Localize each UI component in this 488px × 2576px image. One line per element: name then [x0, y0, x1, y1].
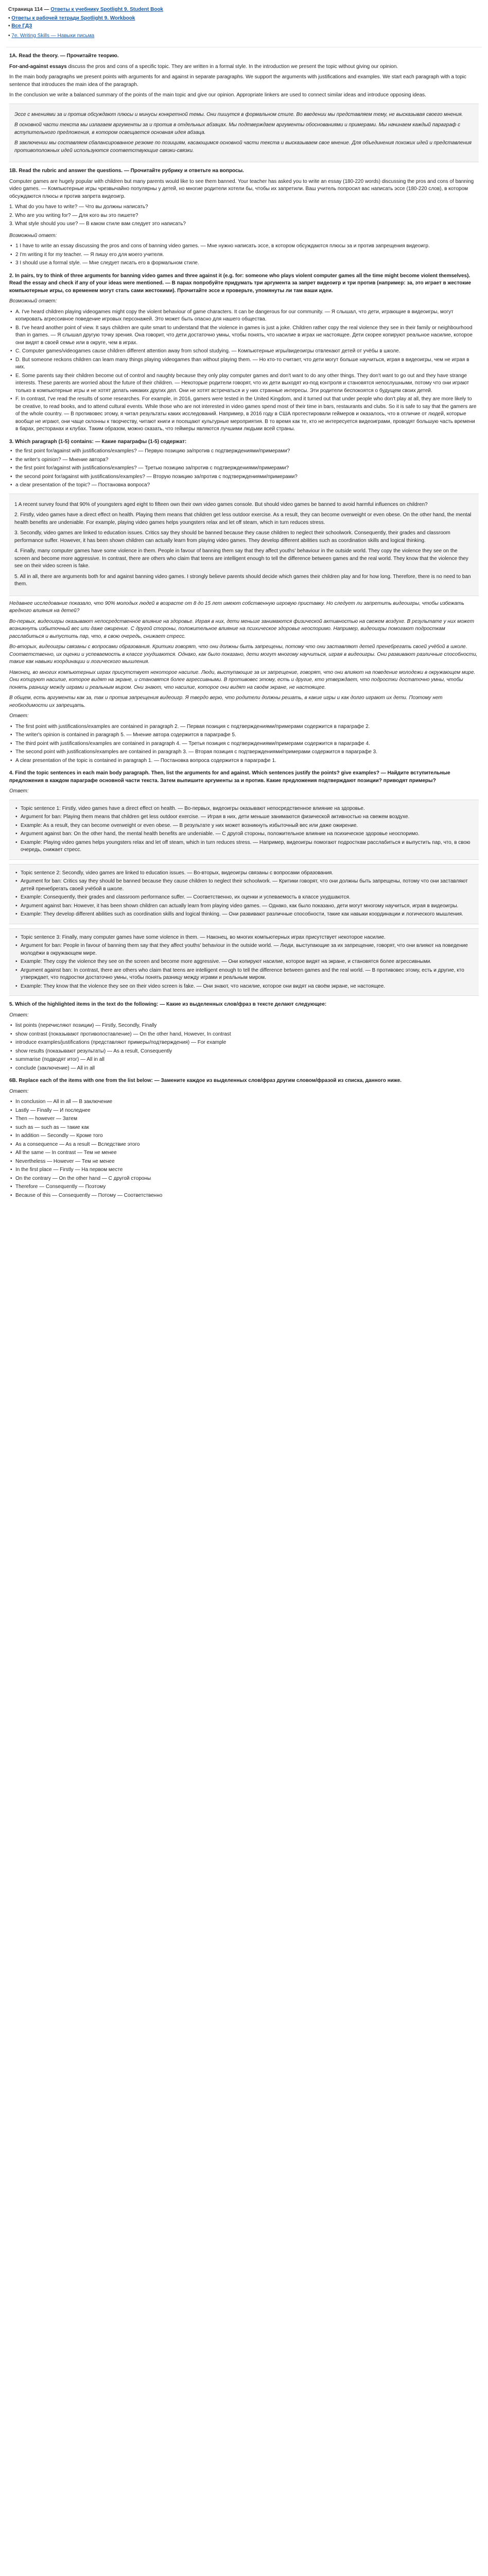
s5-item: • summarise (подводят итог) — All in all: [9, 1056, 479, 1064]
s1b-answer: • 3 I should use a formal style. — Мне следует писать его в формальном стиле.: [9, 260, 479, 267]
s3-essay-p: 4. Finally, many computer games have some violence in them. People in favour of banning them say that they affect youths' behaviour in the outside world. They copy the violence they see on the screen and become more aggressive. In contrast, there are others who claim that teens are intelligent enough to tell the difference between games and the real world. They know that the violence they see on their video screen is fake.: [14, 548, 468, 569]
s6-item: • In the first place — Firstly — На первом месте: [9, 1166, 479, 1174]
s1b-question: 1. What do you have to write? — Что вы должны написать?: [9, 204, 148, 210]
s4-group-3: [9, 928, 479, 996]
s1a-ru2: В основной части текста мы излагаем аргументы за и против в отдельных абзацах. Мы подтверждаем аргументы обоснованиями и примерами. Мы начинаем каждый параграф с вступительного предложения, в котором освещается основная идея абзаца.: [14, 122, 461, 135]
s2-items: [9, 309, 479, 433]
s3-item: • the first point for/against with justifications/examples? — Первую позицию за/против с подтверждениями/примерами?: [9, 448, 479, 455]
s3-answer-label: Ответ:: [9, 713, 29, 719]
nav-link-workbook[interactable]: Ответы к рабочей тетради Spotlight 9. Workbook: [11, 15, 135, 21]
s4-line: • Argument for ban: People in favour of banning them say that they affect youths' behaviour in the outside world. — Люди, выступающие за их запрещение, говорят, что они влияют на поведение молодёжи в окружающем мире.: [14, 942, 474, 957]
s1b-possible: Возможный ответ:: [9, 232, 57, 239]
s4-line: • Example: They copy the violence they see on the screen and become more aggressive. — Они копируют насилие, которое видят на экране, и становятся более агрессивными.: [14, 958, 474, 966]
section-2-title: 2. In pairs, try to think of three arguments for banning video games and three against it (e.g. for: someone who plays violent computer games all the time might become violent themselves). Read the essay and check if any of your ideas were mentioned. — В парах попробуйте придумать три аргумента за запрет видеоигр и три против (например: за, это играет в жестокие компьютерные игры, со временем могут стать сами жестокими). Прочитайте эссе и проверьте, упомянуты ли там ваши идеи.: [9, 273, 472, 294]
s2-item: • E. Some parents say their children become out of control and naughty because they only play computer games and don't want to do any other things. They don't want to go out and they have strange interests. These parents are worried about the future of their children. — Некоторые родители говорят, что их дети выходят из-под контроля и становятся непослушными, потому что они играют только в компьютерные игры и не хотят делать никаких других дел. Они не хотят встречаться и у них странные интересы. Эти родители беспокоятся о будущем своих детей.: [9, 372, 479, 395]
s4-line: • Example: Playing video games helps youngsters relax and let off steam, which in turn reduces stress. — Например, видеоигры помогают подросткам расслабиться и выпустить пар, что, в свою очередь, снижает стресс.: [14, 839, 474, 854]
s4-line: • Example: They develop different abilities such as coordination skills and logical thinking. — Они развивают различные способности, такие как навыки координации и логического мышления.: [14, 911, 474, 919]
s6-items: [9, 1098, 479, 1199]
s3-essay-p: 5. All in all, there are arguments both for and against banning video games. I strongly believe parents should decide which games their children play and for how long. Therefore, there is no need to ban them.: [14, 573, 471, 587]
s6-item: • In conclusion — All in all — В заключение: [9, 1098, 479, 1106]
s5-items: [9, 1022, 479, 1072]
s3-answer: • The writer's opinion is contained in paragraph 5. — Мнение автора содержится в параграфе 5.: [9, 732, 479, 739]
s4-line: • Example: Consequently, their grades and classroom performance suffer. — Соответственно, их оценки и успеваемость в классе ухудшаются.: [14, 894, 474, 902]
s4-line: • Topic sentence 2: Secondly, video games are linked to education issues. — Во-вторых, видеоигры связаны с вопросами образования.: [14, 870, 474, 877]
s2-item: • A. I've heard children playing videogames might copy the violent behaviour of game characters. It can be dangerous for our community. — Я слышал, что дети, играющие в видеоигры, могут копировать агрессивное поведение игровых персонажей. Это может быть опасно для нашего общества.: [9, 309, 479, 324]
s3-ru-p: Наконец, во многих компьютерных играх присутствует некоторое насилие. Люди, выступающие за их запрещение, говорят, что они влияют на поведение молодежи в окружающем мире. Они копируют насилие, которое видят на экране, и становятся более агрессивными. В противовес этому, есть и другие, кто утверждает, что подростки достаточно умны, чтобы понять разницу между играми и реальным миром. Они знают, что насилие, которое они видят на своём экране, не настоящее.: [9, 669, 476, 690]
nav-item: • Ответы к рабочей тетради Spotlight 9. Workbook: [8, 15, 135, 21]
s2-possible: Возможный ответ:: [9, 298, 57, 304]
s3-answer: • The first point with justifications/examples are contained in paragraph 2. — Первая позиция с подтверждениями/примерами содержится в параграфе 2.: [9, 723, 479, 731]
s3-item: • the writer's opinion? — Мнение автора?: [9, 456, 479, 464]
s1a-p1-bold: For-and-against essays: [9, 63, 67, 70]
nav-item: • Все ГДЗ: [8, 23, 32, 29]
s1a-p1: [9, 63, 479, 71]
s1a-ru3: В заключении мы составляем сбалансированное резюме по позициям, касающимся основной части текста и высказываем свое мнение. Для объединения похожих идей и представления противоположных идей используются соответствующие связки-связки.: [14, 140, 472, 154]
s4-line: • Argument for ban: Playing them means that children get less outdoor exercise. — Играя в них, дети меньше занимаются физической активностью на свежем воздухе.: [14, 814, 474, 821]
section-5-title: 5. Which of the highlighted items in the text do the following: — Какие из выделенных слов/фраз в тексте делают следующее:: [9, 1002, 327, 1007]
s3-essay-p: 1 A recent survey found that 90% of youngsters aged eight to fifteen own their own video games console. But should video games be banned to avoid harmful influences on children?: [14, 501, 428, 507]
s2-item: • F. In contrast, I've read the results of some researches. For example, in 2016, gamers were tested in the United Kingdom, and it turned out that under people who don't play at all, they are more likely to be creative, to read books, and to attend cultural events. While those who are not interested in video games spend most of their time in bars, restaurants and clubs. So it is safe to say that the gamers are of the whole country. — В противовес этому, я читал результаты каких исследований. Например, в 2016 году в США протестировали геймеров и оказалось, что в отличие от людей, которые вообще не играют, они чаще склонны к творчеству, читают книги и посещают культурные мероприятия. В то время как те, кто не интересуется видеоиграми, проводят большую часть времени в барах, ресторанах и клубах. Таким образом, можно сказать, что геймеры являются лучшими людьми всей страны.: [9, 396, 479, 433]
s6-item: • Nevertheless — However — Тем не менее: [9, 1158, 479, 1166]
page: [0, 0, 488, 1214]
section-1b-title: 1B. Read the rubric and answer the questions. — Прочитайте рубрику и ответьте на вопросы.: [9, 168, 244, 174]
s5-answer-label: Ответ:: [9, 1012, 29, 1018]
s3-item: • a clear presentation of the topic? — Постановка вопроса?: [9, 482, 479, 489]
s2-item: • C. Computer games/videogames cause children different attention away from school studying. — Компьютерные игры/видеоигры отвлекают детей от учёбы в школе.: [9, 348, 479, 355]
s6-item: • On the contrary — On the other hand — С другой стороны: [9, 1175, 479, 1183]
s6-item: • Because of this — Consequently — Потому — Соответственно: [9, 1192, 479, 1200]
s1b-questions: [9, 204, 479, 228]
page-label: Страница 114 —: [8, 7, 49, 12]
s5-item: • list points (перечисляют позиции) — Firstly, Secondly, Finally: [9, 1022, 479, 1030]
s3-item: • the second point for/against with justifications/examples? — Вторую позицию за/против с подтверждениями/примерами?: [9, 473, 479, 481]
module-line: • 7e. Writing Skills — Навыки письма: [8, 32, 95, 39]
s4-line: • Argument against ban: However, it has been shown children can actually learn from playing video games. — Однако, как было показано, дети могут многому научиться, играя в видеоигры.: [14, 903, 474, 910]
s3-essay: [9, 494, 479, 596]
s4-answer-label: Ответ:: [9, 788, 29, 794]
s3-answers: [9, 723, 479, 765]
s1b-answer: • 1 I have to write an essay discussing the pros and cons of banning video games. — Мне нужно написать эссе, в котором обсуждаются плюсы за и против запрещения видеоигр.: [9, 243, 479, 250]
section-1a-title: 1A. Read the theory. — Прочитайте теорию.: [9, 53, 119, 59]
s6-item: • All the same — In contrast — Тем не менее: [9, 1149, 479, 1157]
s1a-p1-text: discuss the pros and cons of a specific topic. They are written in a formal style. In the introduction we present the topic without giving our opinion.: [66, 63, 398, 70]
header: [6, 4, 482, 44]
s3-ru-p: Во-первых, видеоигры оказывают непосредственное влияние на здоровье. Играя в них, дети меньше занимаются физической активностью на свежем воздухе. В результате у них может возникнуть избыточный вес или даже ожирение. С другой стороны, положительное влияние на психическое здоровье неоспоримо. Например, видеоигры помогают подросткам расслабиться и выпустить пар, что, в свою очередь, снижает стресс.: [9, 618, 475, 639]
s3-ru-p: Во-вторых, видеоигры связаны с вопросами образования. Критики говорят, что они должны быть запрещены, потому что они заставляют детей пренебрегать своей учёбой в школе. Соответственно, их оценки и успеваемость в классе ухудшаются. Однако, как было показано, дети могут многому научиться, играя в видеоигры. Они развивают различные способности, такие как навыки координации и логического мышления.: [9, 644, 478, 665]
s1b-p1: Computer games are hugely popular with children but many parents would like to see them banned. Your teacher has asked you to write an essay (180-220 words) discussing the pros and cons of banning video games. — Компьютерные игры чрезвычайно популярны у детей, но многие родители хотели бы, чтобы их запретили. Ваш учитель попросил вас написать эссе (180-220 слов), в котором обсуждаются плюсы и против запрета видеоигр.: [9, 178, 474, 199]
s4-line: • Argument against ban: In contrast, there are others who claim that teens are intelligent enough to tell the difference between games and the real world. — В противовес этому, есть и другие, кто утверждает, что подростки достаточно умны, чтобы понять разницу между играми и реальным миром.: [14, 967, 474, 982]
s1b-question: 3. What style should you use? — В каком стиле вам следует это написать?: [9, 221, 186, 227]
s3-answer: • A clear presentation of the topic is contained in paragraph 1. — Постановка вопроса содержится в параграфе 1.: [9, 757, 479, 765]
s1b-answers: [9, 243, 479, 267]
s6-item: • Therefore — Consequently — Поэтому: [9, 1183, 479, 1191]
s5-item: • conclude (заключение) — All in all: [9, 1065, 479, 1073]
s3-ru-p: В общем, есть аргументы как за, так и против запрещения видеоигр. Я твердо верю, что родители должны решать, в какие игры и как долго играют их дети. Поэтому нет необходимости их запрещать.: [9, 695, 443, 708]
s5-item: • show results (показывают результаты) — As a result, Consequently: [9, 1048, 479, 1056]
s3-essay-p: 3. Secondly, video games are linked to education issues. Critics say they should be banned because they cause children to neglect their schoolwork. Consequently, their grades and classroom performance suffer. However, it has been shown children can actually learn from playing video games. They develop different abilities such as coordination skills and logical thinking.: [14, 530, 450, 544]
nav-list: [8, 15, 480, 30]
s5-item: • introduce examples/justifications (представляют примеры/подтверждения) — For example: [9, 1039, 479, 1047]
s4-group-2: [9, 864, 479, 924]
module-link[interactable]: 7e. Writing Skills — Навыки письма: [11, 32, 95, 39]
crumb-link[interactable]: Ответы к учебнику Spotlight 9. Student Book: [50, 7, 164, 12]
s3-item: • the first point for/against with justifications/examples? — Третью позицию за/против с подтверждениями/примерами?: [9, 465, 479, 472]
s1a-p3: In the conclusion we write a balanced summary of the points of the main topic and give our opinion. Appropriate linkers are used to connect similar ideas and introduce opposing ideas.: [9, 92, 426, 98]
s5-item: • show contrast (показывают противопоставление) — On the other hand, However, In contrast: [9, 1031, 479, 1039]
content: [6, 53, 482, 1199]
s2-item: • D. But someone reckons children can learn many things playing videogames than without playing them. — Но кто-то считает, что дети могут больше научиться, играя в видеоигры, чем не играя в них.: [9, 357, 479, 371]
nav-link-all[interactable]: Все ГДЗ: [11, 23, 32, 29]
s4-line: • Topic sentence 3: Finally, many computer games have some violence in them. — Наконец, во многих компьютерных играх присутствует некоторое насилие.: [14, 934, 474, 942]
s6-item: • such as — such as — такие как: [9, 1124, 479, 1132]
s3-ru-essay: [9, 600, 479, 710]
section-3-title: 3. Which paragraph (1-5) contains: — Какие параграфы (1-5) содержат:: [9, 438, 187, 445]
s1a-ru1: Эссе с мнениями за и против обсуждают плюсы и минусы конкретной темы. Они пишутся в формальном стиле. Во введении мы представляем тему, не высказывая своего мнения.: [14, 111, 463, 117]
s3-essay-p: 2. Firstly, video games have a direct effect on health. Playing them means that children get less outdoor exercise. As a result, they can become overweight or even obese. On the other hand, the mental health benefits are undeniable. For example, playing video games helps youngsters relax and let off steam, which in turn reduces stress.: [14, 512, 472, 526]
s3-ru-p: Недавнее исследование показало, что 90% молодых людей в возрасте от 8 до 15 лет имеют собственную игровую приставку. Но следует ли запретить видеоигры, чтобы избежать вредного влияния на детей?: [9, 600, 464, 614]
s6-item: • Lastly — Finally — И последнее: [9, 1107, 479, 1115]
s1b-question: 2. Who are you writing for? — Для кого вы это пишете?: [9, 212, 138, 218]
s4-line: • Example: They know that the violence they see on their video screen is fake. — Они знают, что насилие, которое они видят на своём экране, не настоящее.: [14, 983, 474, 991]
s1b-answer: • 2 I'm writing it for my teacher. — Я пишу его для моего учителя.: [9, 251, 479, 259]
s4-line: • Topic sentence 1: Firstly, video games have a direct effect on health. — Во-первых, видеоигры оказывают непосредственное влияние на здоровье.: [14, 805, 474, 813]
s3-items: [9, 448, 479, 489]
s3-answer: • The second point with justifications/examples are contained in paragraph 3. — Вторая позиция с подтверждениями/примерами содержится в параграфе 3.: [9, 749, 479, 756]
section-6-title: 6B. Replace each of the items with one from the list below: — Замените каждое из выделенных слов/фраз другим словом/фразой из списка, данного ниже.: [9, 1078, 402, 1083]
section-4-title: 4. Find the topic sentences in each main body paragraph. Then, list the arguments for and against. Which sentences justify the points? give examples? — Найдите вступительные предложения в каждом параграфе основной части текста. Затем выпишите аргументы за и против. Какие предложения подтверждают позиции? приводят примеры?: [9, 770, 450, 784]
breadcrumb: [8, 6, 480, 14]
s2-item: • B. I've heard another point of view. It says children are quite smart to understand that the violence in games is just a joke. Children rather copy the real violence they see in their family or neighbourhood than in games. — Я слышал другую точку зрения. Она говорит, что дети достаточно умны, чтобы понять, что насилие в играх не настоящее. Дети скорее копируют реальное насилие, которое они видят в своей семье или в округе, чем в играх.: [9, 325, 479, 347]
s3-answer: • The third point with justifications/examples are contained in paragraph 4. — Третья позиция с подтверждениями/примерами содержится в параграфе 4.: [9, 740, 479, 748]
s1a-translation: [9, 104, 479, 163]
s6-item: • Then — however — Затем: [9, 1115, 479, 1123]
s6-answer-label: Ответ:: [9, 1088, 29, 1094]
s1a-p2: In the main body paragraphs we present points with arguments for and against in separate paragraphs. We support the arguments with justifications and examples. We start each paragraph with a topic sentence that introduces the main idea of the paragraph.: [9, 74, 466, 88]
s4-line: • Example: As a result, they can become overweight or even obese. — В результате у них может возникнуть избыточный вес или даже ожирение.: [14, 822, 474, 830]
s4-line: • Argument against ban: On the other hand, the mental health benefits are undeniable. — С другой стороны, положительное влияние на психическое здоровье неоспоримо.: [14, 831, 474, 838]
s6-item: • In addition — Secondly — Кроме того: [9, 1132, 479, 1140]
s6-item: • As a consequence — As a result — Вследствие этого: [9, 1141, 479, 1149]
s4-group-1: [9, 800, 479, 860]
s4-line: • Argument for ban: Critics say they should be banned because they cause children to neglect their schoolwork. — Критики говорят, что они должны быть запрещены, потому что они заставляют детей пренебрегать своей учёбой в школе.: [14, 878, 474, 893]
